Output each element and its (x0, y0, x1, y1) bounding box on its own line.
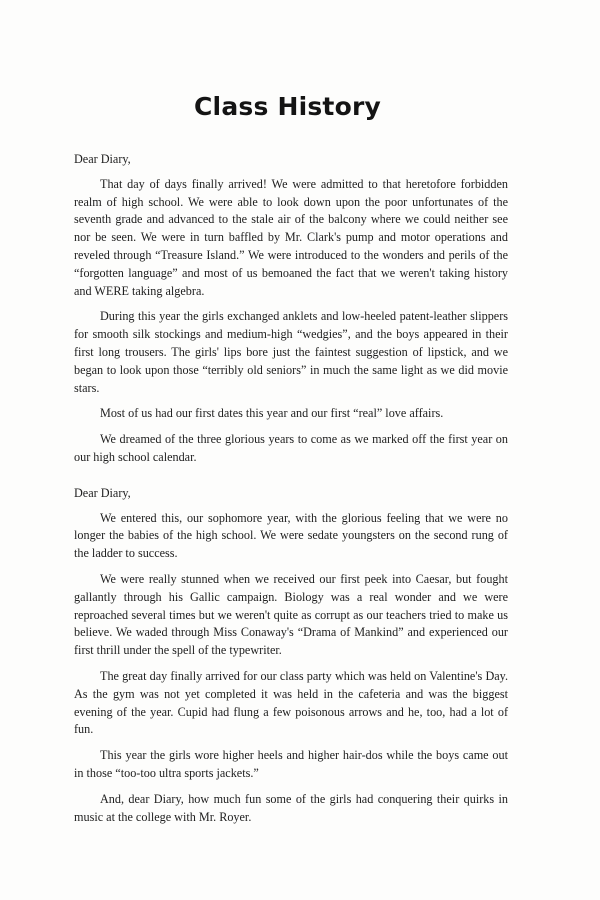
paragraph: We were really stunned when we received our first peek into Caesar, but fought gallantly through his Gallic campaign. Biology was a real wonder and we were reproached several times but we weren't quite as corrupt as our teachers tried to make us believe. We waded through Miss Conaway's “Drama of Mankind” and experienced our first thrill under the spell of the typewriter. (74, 571, 508, 658)
salutation: Dear Diary, (74, 485, 131, 500)
page-title: Class History (194, 92, 381, 121)
paragraph: This year the girls wore higher heels and higher hair-dos while the boys came out in those “too-too ultra sports jackets.” (74, 748, 508, 780)
paragraph: Most of us had our first dates this year and our first “real” love affairs. (100, 406, 444, 421)
salutation: Dear Diary, (74, 152, 131, 166)
paragraph: The great day finally arrived for our class party which was held on Valentine's Day. As the gym was not yet completed it was held in the cafeteria and was the biggest evening of the year. Cupid had flung a few poisonous arrows and he, too, had a lot of fun. (74, 668, 508, 737)
paragraph: We entered this, our sophomore year, with the glorious feeling that we were no longer the babies of the high school. We were sedate youngsters on the second rung of the ladder to success. (74, 510, 508, 561)
paragraph: We dreamed of the three glorious years to come as we marked off the first year on our high school calendar. (74, 432, 508, 464)
paragraph: That day of days finally arrived! We were admitted to that heretofore forbidden realm of high school. We were able to look down upon the poor unfortunates of the seventh grade and advanced to the stale air of the balcony where we could neither see nor be seen. We were in turn baffled by Mr. Clark's pump and motor operations and reveled through “Treasure Island.” We were introduced to the wonders and perils of the “forgotten language” and most of us bemoaned the fact that we weren't taking history and WERE taking algebra. (74, 176, 508, 298)
paragraph: And, dear Diary, how much fun some of the girls had conquering their quirks in music at the college with Mr. Royer. (74, 791, 508, 824)
paragraph: During this year the girls exchanged anklets and low-heeled patent-leather slippers for smooth silk stockings and medium-high “wedgies”, and the boys appeared in their first long trousers. The girls' lips bore just the faintest suggestion of lipstick, and we began to look upon those “terribly old seniors” in much the same light as we did movie stars. (74, 309, 508, 395)
diary-entry-sophomore (74, 485, 508, 827)
diary-entry-freshman (74, 151, 508, 467)
document-body (74, 151, 508, 834)
section-gap (74, 475, 508, 485)
